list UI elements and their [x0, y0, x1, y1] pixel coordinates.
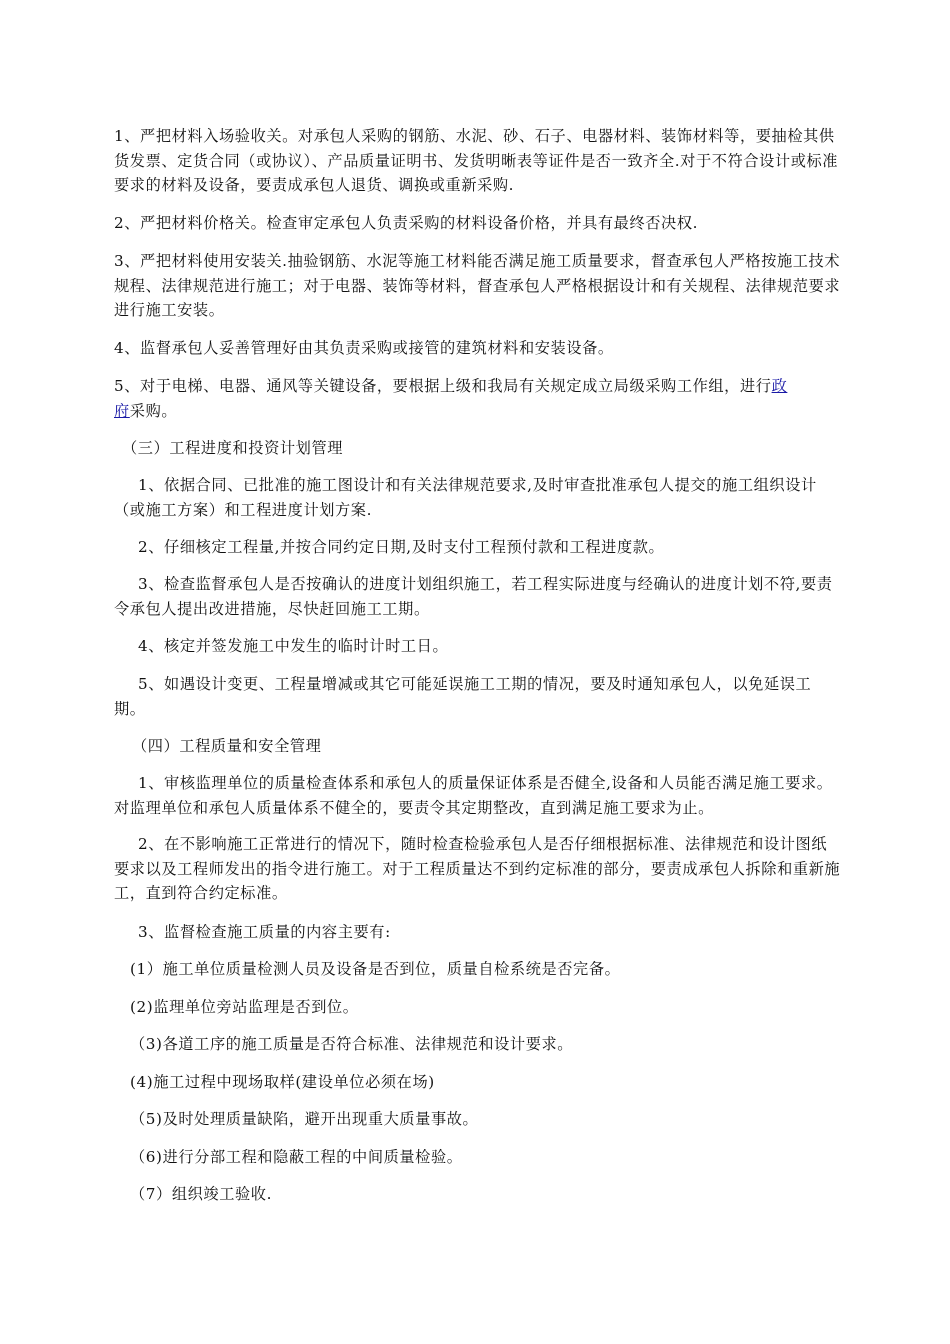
- material-item-3: 3、严把材料使用安装关.抽验钢筋、水泥等施工材料能否满足施工质量要求，督查承包人严格按施工技术规程、法律规范进行施工；对于电器、装饰等材料，督查承包人严格根据设计和有关规程、法律规范要求进行施工安装。: [114, 252, 841, 319]
- quality-item-2: 2、在不影响施工正常进行的情况下，随时检查检验承包人是否仔细根据标准、法律规范和设计图纸要求以及工程师发出的指令进行施工。对于工程质量达不到约定标准的部分，要责成承包人拆除和重新施工，直到符合约定标准。: [114, 835, 841, 902]
- material-item-2: 2、严把材料价格关。检查审定承包人负责采购的材料设备价格，并具有最终否决权.: [114, 214, 699, 232]
- government-link-continued[interactable]: 府: [114, 401, 130, 420]
- quality-subitem-6: （6)进行分部工程和隐蔽工程的中间质量检验。: [130, 1148, 463, 1166]
- quality-subitem-2: (2)监理单位旁站监理是否到位。: [130, 998, 359, 1016]
- material-item-1: 1、严把材料入场验收关。对承包人采购的钢筋、水泥、砂、石子、电器材料、装饰材料等，要抽检其供货发票、定货合同（或协议）、产品质量证明书、发货明晰表等证件是否一致齐全.对于不符合设计或标准要求的材料及设备，要责成承包人退货、调换或重新采购.: [114, 127, 839, 194]
- schedule-item-3: 3、检查监督承包人是否按确认的进度计划组织施工，若工程实际进度与经确认的进度计划不符,要责令承包人提出改进措施，尽快赶回施工工期。: [114, 575, 833, 618]
- schedule-item-5: 5、如遇设计变更、工程量增减或其它可能延误施工工期的情况，要及时通知承包人，以免延误工期。: [114, 675, 812, 718]
- quality-subitem-3: （3)各道工序的施工质量是否符合标准、法律规范和设计要求。: [130, 1035, 574, 1053]
- material-item-5-end: 采购。: [129, 401, 178, 420]
- quality-subitem-4: (4)施工过程中现场取样(建设单位必须在场): [130, 1073, 435, 1091]
- quality-subitem-5: （5)及时处理质量缺陷，避开出现重大质量事故。: [130, 1110, 479, 1128]
- quality-subitem-7: （7）组织竣工验收.: [130, 1185, 272, 1203]
- quality-item-1: 1、审核监理单位的质量检查体系和承包人的质量保证体系是否健全,设备和人员能否满足施工要求。对监理单位和承包人质量体系不健全的，要责令其定期整改，直到满足施工要求为止。: [114, 774, 833, 817]
- section-heading-schedule: （三）工程进度和投资计划管理: [122, 439, 344, 457]
- section-heading-quality: （四）工程质量和安全管理: [132, 737, 322, 755]
- quality-subitem-1: (1）施工单位质量检测人员及设备是否到位，质量自检系统是否完备。: [130, 960, 621, 978]
- government-link[interactable]: 政: [771, 377, 788, 395]
- material-item-5-text: 5、对于电梯、电器、通风等关键设备，要根据上级和我局有关规定成立局级采购工作组，进行: [114, 377, 772, 395]
- schedule-item-1: 1、依据合同、已批准的施工图设计和有关法律规范要求,及时审查批准承包人提交的施工组织设计（或施工方案）和工程进度计划方案.: [114, 476, 817, 519]
- material-item-5: [114, 374, 842, 423]
- material-item-4: 4、监督承包人妥善管理好由其负责采购或接管的建筑材料和安装设备。: [114, 339, 614, 357]
- schedule-item-2: 2、仔细核定工程量,并按合同约定日期,及时支付工程预付款和工程进度款。: [138, 538, 665, 556]
- quality-item-3: 3、监督检查施工质量的内容主要有:: [138, 923, 391, 941]
- schedule-item-4: 4、核定并签发施工中发生的临时计时工日。: [138, 637, 449, 655]
